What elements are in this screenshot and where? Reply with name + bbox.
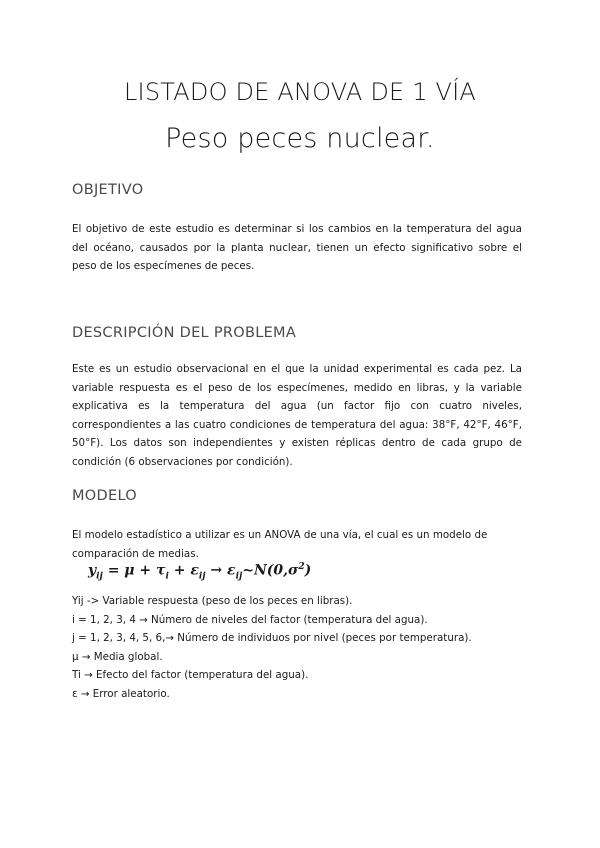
section-heading-descripcion: DESCRIPCIÓN DEL PROBLEMA: [72, 325, 297, 341]
formula-lhs: y: [88, 562, 97, 579]
anova-model-formula: [88, 562, 311, 581]
model-definitions-list: [72, 592, 542, 704]
formula-lhs-subscript: ij: [96, 571, 103, 582]
formula-plus-epsilon: + ε: [168, 562, 199, 579]
section-heading-modelo: MODELO: [72, 488, 138, 504]
section-body-modelo: El modelo estadístico a utilizar es un ANOVA de una vía, el cual es un modelo de comparación de medias.: [72, 529, 488, 560]
formula-tau-subscript: i: [165, 571, 169, 582]
formula-close: ): [304, 562, 312, 579]
definition-item: Yij -> Variable respuesta (peso de los peces en libras).: [72, 595, 353, 607]
document-title: LISTADO DE ANOVA DE 1 VÍA: [123, 78, 477, 106]
section-body-descripcion: Este es un estudio observacional en el que la unidad experimental es cada pez. La variable respuesta es el peso de los especímenes, medido en libras, y la variable explicativa es la temperatura del agua (un factor fijo con cuatro niveles, correspondientes a las cuatro condiciones de temperatura del agua: 38°F, 42°F, 46°F, 50°F). Los datos son independientes y existen réplicas dentro de cada grupo de condición (6 observaciones por condición).: [72, 363, 522, 468]
document-subtitle: Peso peces nuclear.: [165, 123, 435, 154]
definition-item: i = 1, 2, 3, 4 → Número de niveles del factor (temperatura del agua).: [72, 613, 428, 626]
formula-epsilon2-subscript: ij: [235, 571, 243, 582]
formula-equals-mu-tau: = μ + τ: [102, 562, 166, 579]
section-heading-objetivo: OBJETIVO: [72, 182, 144, 198]
formula-sigma-superscript: 2: [298, 562, 305, 572]
formula-distribution: ~N(0,σ: [242, 562, 299, 579]
definition-item: μ → Media global.: [72, 650, 163, 663]
section-body-objetivo: El objetivo de este estudio es determinar si los cambios en la temperatura del agua del océano, causados por la planta nuclear, tienen un efecto significativo sobre el peso de los especímenes de peces.: [72, 223, 522, 272]
definition-item: ε → Error aleatorio.: [72, 687, 170, 700]
definition-item: Ti → Efecto del factor (temperatura del agua).: [72, 669, 309, 682]
formula-arrow-epsilon: → ε: [205, 562, 236, 579]
definition-item: j = 1, 2, 3, 4, 5, 6,→ Número de individuos por nivel (peces por temperatura).: [72, 632, 472, 645]
formula-epsilon-subscript: ij: [198, 571, 206, 582]
